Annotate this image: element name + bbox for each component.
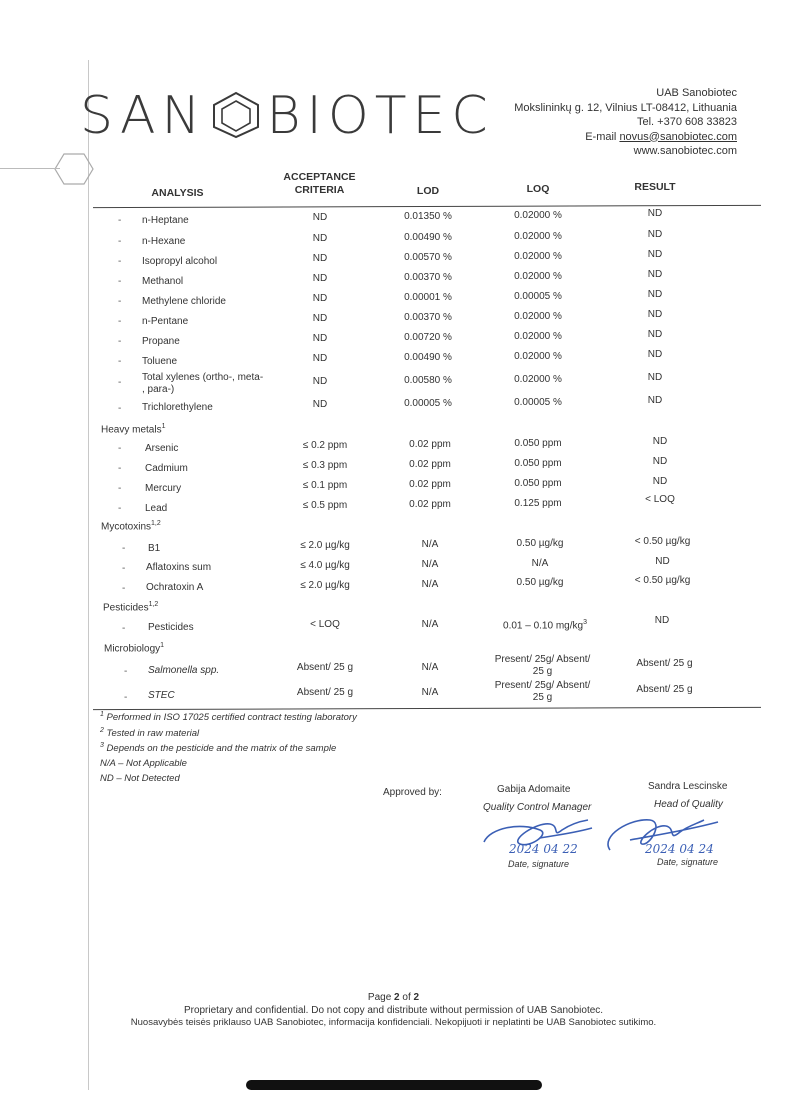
- result-value: ND: [652, 436, 668, 447]
- criteria-value: ND: [312, 233, 328, 244]
- criteria-value: ND: [312, 399, 328, 410]
- logo-text-right: BIOTEC: [266, 86, 494, 146]
- analyte-name: Trichlorethylene: [142, 402, 213, 413]
- group-mycotoxins: Mycotoxins$^{1,2}$: [101, 520, 161, 533]
- group-microbiology: Microbiology$^1$: [104, 642, 165, 655]
- analyte-name: Methanol: [142, 276, 184, 287]
- company-address: Mokslininkų g. 12, Vilnius LT-08412, Lithuania: [514, 101, 737, 114]
- home-indicator-bar[interactable]: [246, 1080, 542, 1090]
- lod-value: 0.00370 %: [404, 312, 452, 323]
- company-contact-block: [514, 86, 737, 159]
- approver2-role: Head of Quality: [654, 799, 723, 810]
- approver2-name: Sandra Lescinske: [648, 781, 728, 792]
- email-label: E-mail: [585, 130, 617, 143]
- loq-value: 0.02000 %: [514, 210, 562, 221]
- loq-value: Present/ 25g/ Absent/ 25 g: [494, 680, 591, 703]
- company-phone: Tel. +370 608 33823: [636, 116, 737, 128]
- group-heavy-metals: Heavy metals$^1$: [101, 423, 166, 436]
- result-value: ND: [655, 556, 670, 567]
- criteria-value: ND: [312, 253, 328, 264]
- loq-value: 0.050 ppm: [514, 458, 562, 469]
- lod-value: N/A: [421, 559, 439, 570]
- analyte-name: Pesticides: [148, 622, 194, 633]
- lod-value: 0.00490 %: [404, 232, 452, 243]
- signature-2-date: 2024 04 24: [645, 842, 714, 856]
- margin-line: [88, 60, 89, 1090]
- loq-value: 0.02000 %: [514, 231, 562, 242]
- analyte-name: n-Hexane: [142, 236, 186, 247]
- criteria-value: ≤ 2.0 µg/kg: [300, 540, 350, 551]
- header-left-rule: [0, 168, 60, 169]
- footnote: $^2$ Tested in raw material: [100, 727, 200, 740]
- loq-value: Present/ 25g/ Absent/ 25 g: [494, 654, 591, 677]
- lod-value: N/A: [421, 579, 439, 590]
- hexagon-logo-icon: [208, 89, 264, 139]
- result-value: ND: [647, 208, 663, 219]
- analyte-name: Aflatoxins sum: [146, 562, 212, 573]
- signature-1-caption: Date, signature: [508, 859, 570, 869]
- loq-value: 0.01 – 0.10 $mg/kg^3$: [503, 619, 587, 632]
- signature-2-caption: Date, signature: [657, 857, 719, 867]
- col-header-lod: LOD: [416, 185, 440, 197]
- result-value: ND: [652, 456, 668, 467]
- analyte-name: Isopropyl alcohol: [142, 256, 218, 267]
- footer-confidential-lt: Nuosavybės teisės priklauso UAB Sanobiotec, informacija konfidenciali. Nekopijuoti ir neplatinti be UAB Sanobiotec sutikimo.: [130, 1017, 657, 1028]
- result-value: Absent/ 25 g: [636, 684, 693, 695]
- result-value: ND: [647, 372, 663, 383]
- loq-value: 0.00005 %: [514, 291, 562, 302]
- analyte-name: Lead: [145, 503, 168, 514]
- analyte-name: Methylene chloride: [142, 296, 226, 307]
- loq-value: 0.50 µg/kg: [516, 577, 564, 588]
- lod-value: 0.02 ppm: [409, 459, 451, 470]
- analyte-name: n-Pentane: [142, 316, 189, 327]
- criteria-value: ≤ 0.2 ppm: [302, 440, 348, 451]
- result-value: ND: [647, 349, 663, 360]
- criteria-value: ≤ 2.0 µg/kg: [300, 580, 350, 591]
- col-header-criteria: ACCEPTANCE CRITERIA: [283, 171, 356, 196]
- analyte-name: Cadmium: [145, 463, 188, 474]
- loq-value: 0.02000 %: [514, 374, 562, 385]
- lod-value: 0.00720 %: [404, 332, 452, 343]
- lod-value: 0.00370 %: [404, 272, 452, 283]
- loq-value: 0.02000 %: [514, 351, 562, 362]
- criteria-value: ND: [312, 212, 328, 223]
- analyte-name: n-Heptane: [142, 215, 189, 226]
- analyte-name: B1: [148, 543, 161, 554]
- result-value: ND: [652, 476, 668, 487]
- group-pesticides: Pesticides$^{1,2}$: [103, 601, 159, 614]
- footer-confidential-en: Proprietary and confidential. Do not copy and distribute without permission of UAB Sanobiotec.: [183, 1005, 604, 1016]
- result-value: ND: [647, 329, 663, 340]
- lod-value: 0.02 ppm: [409, 439, 451, 450]
- lod-value: 0.00580 %: [404, 375, 452, 386]
- footnote: $^3$ Depends on the pesticide and the matrix of the sample: [100, 742, 337, 755]
- loq-value: 0.50 µg/kg: [516, 538, 564, 549]
- loq-value: N/A: [531, 558, 549, 569]
- analyte-name-cont: , para-): [142, 384, 175, 395]
- criteria-value: ND: [312, 333, 328, 344]
- loq-value: 0.125 ppm: [514, 498, 562, 509]
- result-value: ND: [647, 395, 663, 406]
- analyte-name: Toluene: [142, 356, 178, 367]
- criteria-value: Absent/ 25 g: [296, 687, 354, 698]
- side-hexagon-icon: [54, 152, 94, 191]
- criteria-value: ND: [312, 353, 328, 364]
- page-number: Page 2 of 2: [367, 992, 420, 1003]
- signature-1-date: 2024 04 22: [509, 842, 578, 856]
- criteria-value: Absent/ 25 g: [296, 662, 354, 673]
- analyte-name: Ochratoxin A: [146, 582, 204, 593]
- lod-value: 0.02 ppm: [409, 499, 451, 510]
- analyte-name: Arsenic: [145, 443, 179, 454]
- footnote: ND – Not Detected: [100, 773, 180, 784]
- loq-value: 0.050 ppm: [514, 478, 562, 489]
- lod-value: N/A: [421, 539, 439, 550]
- result-value: ND: [654, 615, 670, 626]
- lod-value: N/A: [421, 619, 439, 630]
- criteria-value: ≤ 4.0 µg/kg: [300, 560, 350, 571]
- criteria-value: ≤ 0.3 ppm: [302, 460, 348, 471]
- lod-value: N/A: [421, 687, 439, 698]
- criteria-value: ND: [312, 293, 328, 304]
- footnote: $^1$ Performed in ISO 17025 certified contract testing laboratory: [100, 711, 357, 724]
- result-value: ND: [647, 269, 663, 280]
- loq-value: 0.050 ppm: [514, 438, 562, 449]
- company-email[interactable]: novus@sanobiotec.com: [619, 130, 737, 143]
- criteria-value: < LOQ: [310, 619, 340, 630]
- result-value: < 0.50 µg/kg: [634, 575, 691, 586]
- loq-value: 0.02000 %: [514, 251, 562, 262]
- company-email-line: [514, 130, 737, 145]
- approver1-role: Quality Control Manager: [483, 802, 592, 813]
- result-value: < 0.50 µg/kg: [634, 536, 691, 547]
- lod-value: 0.00490 %: [404, 352, 452, 363]
- analyte-name: STEC: [148, 690, 175, 701]
- loq-value: 0.02000 %: [514, 311, 562, 322]
- col-header-loq: LOQ: [526, 183, 550, 195]
- loq-value: 0.02000 %: [514, 331, 562, 342]
- loq-value: 0.02000 %: [514, 271, 562, 282]
- result-value: ND: [647, 249, 663, 260]
- table-bottom-rule: [93, 707, 761, 710]
- result-value: ND: [647, 309, 663, 320]
- loq-value: 0.00005 %: [514, 397, 562, 408]
- lod-value: 0.02 ppm: [409, 479, 451, 490]
- approved-by-label: Approved by:: [383, 787, 442, 798]
- analyte-name: Total xylenes (ortho-, meta-: [142, 372, 264, 383]
- logo-text-left: SAN: [80, 86, 207, 146]
- criteria-value: ND: [312, 376, 328, 387]
- result-value: < LOQ: [645, 494, 675, 505]
- approver1-name: Gabija Adomaite: [497, 784, 571, 795]
- criteria-value: ND: [312, 273, 328, 284]
- lod-value: N/A: [421, 662, 439, 673]
- lod-value: 0.00005 %: [404, 398, 452, 409]
- lod-value: 0.01350 %: [404, 211, 452, 222]
- company-logo: [80, 86, 494, 146]
- lod-value: 0.00570 %: [404, 252, 452, 263]
- criteria-value: ≤ 0.5 ppm: [302, 500, 348, 511]
- col-header-result: RESULT: [634, 181, 676, 193]
- result-value: ND: [647, 289, 663, 300]
- result-value: ND: [647, 229, 663, 240]
- company-website[interactable]: www.sanobiotec.com: [633, 145, 737, 157]
- result-value: Absent/ 25 g: [636, 658, 693, 669]
- footnote: N/A – Not Applicable: [100, 758, 187, 769]
- lod-value: 0.00001 %: [404, 292, 452, 303]
- analyte-name: Salmonella spp.: [148, 665, 220, 676]
- criteria-value: ≤ 0.1 ppm: [302, 480, 348, 491]
- analyte-name: Propane: [142, 336, 180, 347]
- criteria-value: ND: [312, 313, 328, 324]
- company-name: UAB Sanobiotec: [656, 87, 737, 99]
- analyte-name: Mercury: [145, 483, 182, 494]
- col-header-analysis: ANALYSIS: [151, 187, 204, 199]
